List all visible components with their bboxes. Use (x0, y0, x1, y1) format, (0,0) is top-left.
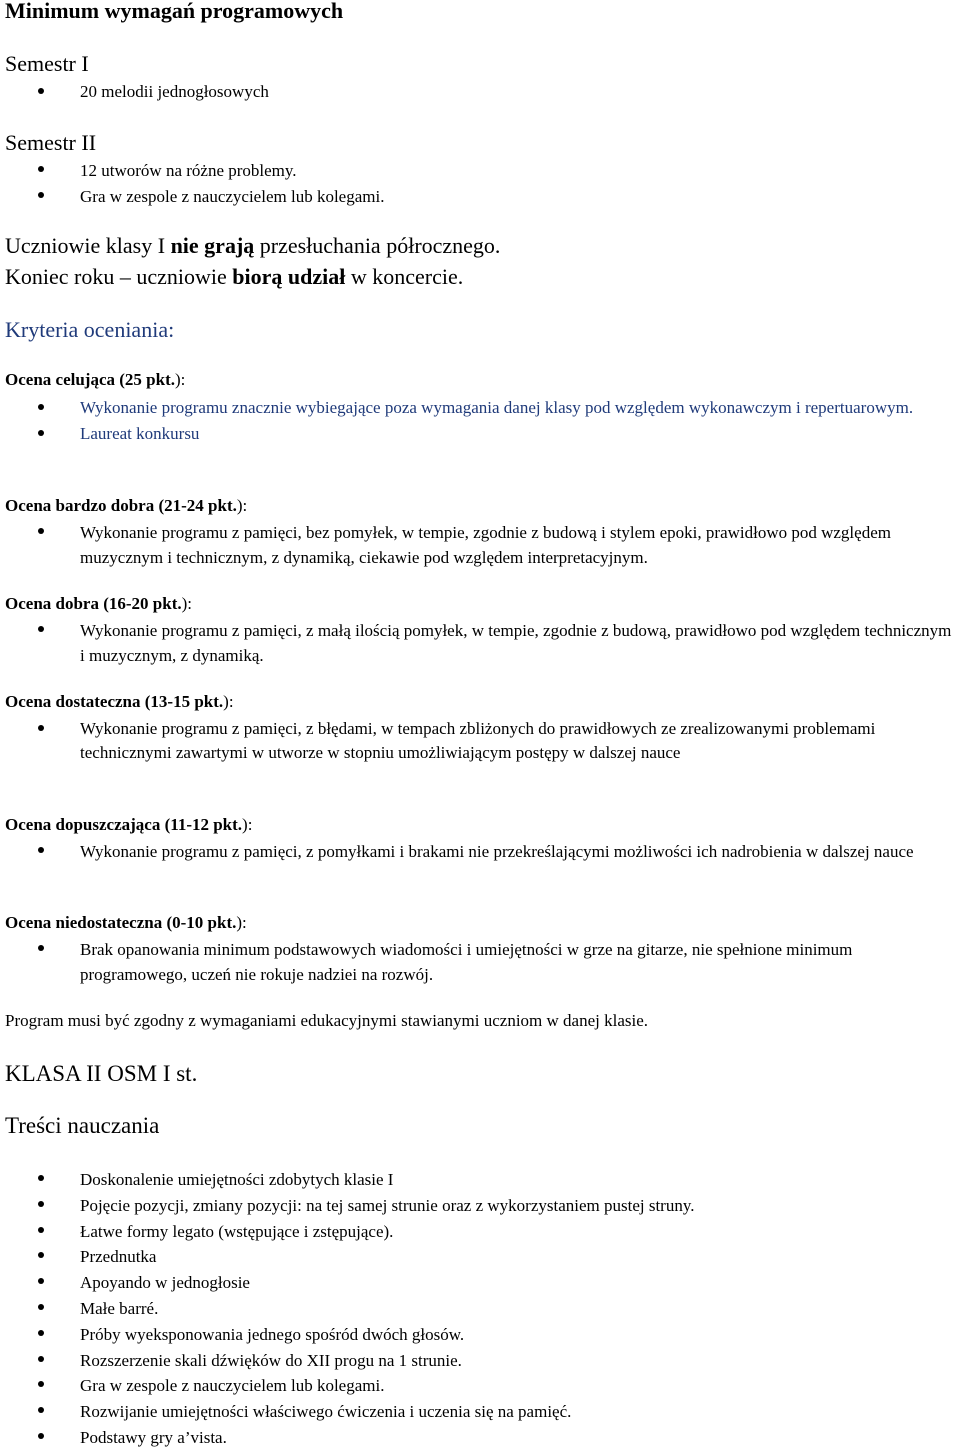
grade-dopuszczajaca-list (0, 839, 955, 864)
list-item: Rozszerzenie skali dźwięków do XII progu na 1 strunie. (0, 1348, 955, 1374)
grade-celujaca-label: Ocena celująca (25 pkt.): (5, 370, 186, 389)
semester-1-list (0, 80, 955, 104)
grade-niedostateczna-label: Ocena niedostateczna (0-10 pkt.): (5, 913, 247, 932)
note-line-1: Uczniowie klasy I nie grają przesłuchania półrocznego. (5, 233, 501, 258)
list-item: Małe barré. (0, 1296, 955, 1322)
content-list (0, 1167, 955, 1451)
list-item: Podstawy gry a’vista. (0, 1425, 955, 1451)
list-item: Doskonalenie umiejętności zdobytych klasie I (0, 1167, 955, 1193)
list-item: Próby wyeksponowania jednego spośród dwóch głosów. (0, 1322, 955, 1348)
grade-dostateczna-label: Ocena dostateczna (13-15 pkt.): (5, 692, 234, 711)
list-item: Laureat konkursu (0, 422, 955, 446)
grade-dobra-label: Ocena dobra (16-20 pkt.): (5, 594, 193, 613)
list-item: Rozwijanie umiejętności właściwego ćwiczenia i uczenia się na pamięć. (0, 1399, 955, 1425)
grade-dobra-list (0, 618, 955, 668)
list-item: Pojęcie pozycji, zmiany pozycji: na tej samej strunie oraz z wykorzystaniem pustej struny. (0, 1193, 955, 1219)
grade-bardzo-dobra-list (0, 520, 955, 570)
grade-niedostateczna-list (0, 937, 955, 987)
grade-dopuszczajaca-label: Ocena dopuszczająca (11-12 pkt.): (5, 815, 253, 834)
list-item: Gra w zespole z nauczycielem lub kolegami. (0, 1373, 955, 1399)
list-item: Wykonanie programu znacznie wybiegające poza wymagania danej klasy pod względem wykonawczym i repertuarowym. (0, 396, 955, 420)
list-item: Wykonanie programu z pamięci, z małą ilością pomyłek, w tempie, zgodnie z budową, prawidłowo pod względem technicznym i muzycznym, z dynamiką. (0, 618, 955, 668)
list-item: Gra w zespole z nauczycielem lub kolegami. (0, 184, 955, 210)
list-item: Wykonanie programu z pamięci, z błędami, w tempach zbliżonych do prawidłowych ze zrealizowanymi problemami technicznymi zawartymi w utworze w stopniu umożliwiającym postępy w dalszej nauce (0, 717, 955, 765)
list-item: 12 utworów na różne problemy. (0, 158, 955, 184)
semester-1-heading: Semestr I (5, 51, 89, 76)
semester-2-heading: Semestr II (5, 130, 97, 155)
content-heading: Treści nauczania (5, 1113, 160, 1138)
list-item: 20 melodii jednogłosowych (0, 80, 955, 104)
list-item: Wykonanie programu z pamięci, z pomyłkami i brakami nie przekreślającymi możliwości ich nadrobienia w dalszej nauce (0, 839, 955, 864)
note-line-2: Koniec roku – uczniowie biorą udział w koncercie. (5, 264, 464, 289)
list-item: Przednutka (0, 1244, 955, 1270)
grade-celujaca-list (0, 396, 955, 446)
list-item: Łatwe formy legato (wstępujące i zstępujące). (0, 1219, 955, 1245)
class-heading: KLASA II OSM I st. (5, 1061, 198, 1086)
page-title: Minimum wymagań programowych (5, 0, 344, 23)
list-item: Wykonanie programu z pamięci, bez pomyłek, w tempie, zgodnie z budową i stylem epoki, prawidłowo pod względem muzycznym i technicznym, z dynamiką, ciekawie pod względem interpretacyjnym. (0, 520, 955, 570)
semester-2-list (0, 158, 955, 210)
criteria-heading: Kryteria oceniania: (5, 317, 175, 342)
list-item: Brak opanowania minimum podstawowych wiadomości i umiejętności w grze na gitarze, nie spełnione minimum programowego, uczeń nie rokuje nadziei na rozwój. (0, 937, 955, 987)
grade-bardzo-dobra-label: Ocena bardzo dobra (21-24 pkt.): (5, 496, 248, 515)
grade-dostateczna-list (0, 717, 955, 765)
program-note: Program musi być zgodny z wymaganiami edukacyjnymi stawianymi uczniom w danej klasie. (5, 1011, 649, 1030)
list-item: Apoyando w jednogłosie (0, 1270, 955, 1296)
